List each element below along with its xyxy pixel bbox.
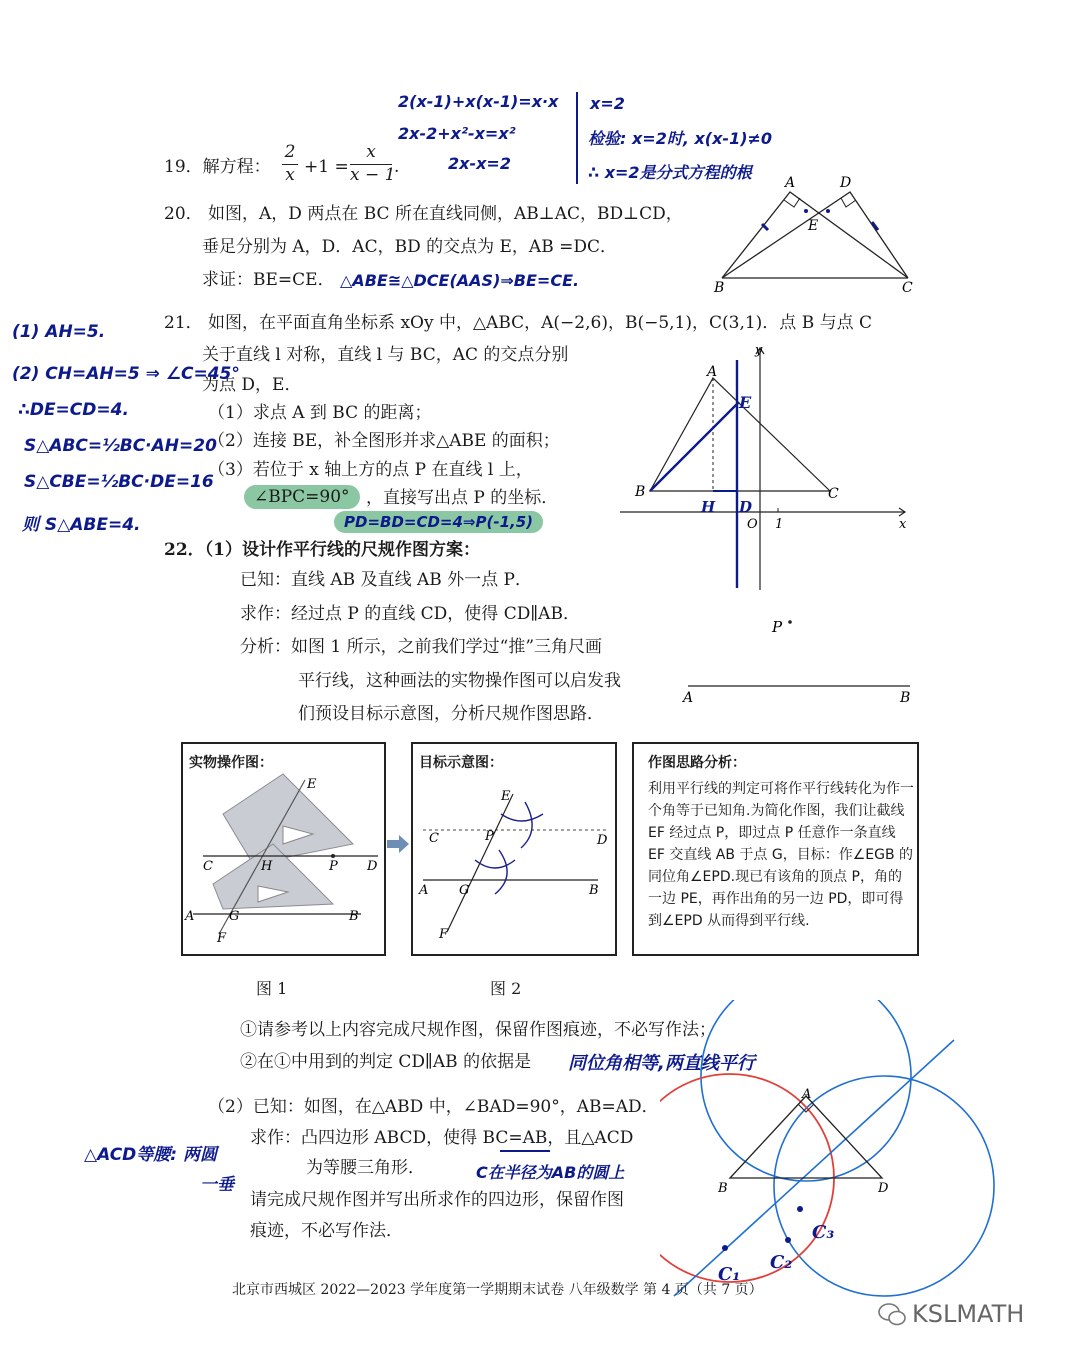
q21-part1: （1）求点 A 到 BC 的距离；: [208, 403, 432, 423]
fig1-label-h: H: [261, 859, 273, 874]
q22-part2-figure: [660, 1000, 1080, 1300]
q21-label-a: A: [707, 364, 718, 380]
q21-label-d: D: [739, 498, 753, 516]
fig2-label-p: P: [485, 829, 494, 844]
q20-line3: 求证：BE=CE．: [202, 270, 335, 290]
q20-line2: 垂足分别为 A，D．AC，BD 的交点为 E，AB =DC．: [202, 237, 617, 257]
q22-part2-line3: 为等腰三角形．: [306, 1158, 425, 1178]
q21-tick-1: 1: [775, 517, 784, 532]
q22-part2-line2: 求作：凸四边形 ABCD，使得 BC=AB，且△ACD: [250, 1128, 634, 1148]
fig2-panel: [411, 742, 617, 956]
q19-frac2-num: x: [366, 142, 376, 162]
analysis-title: 作图思路分析：: [648, 755, 746, 771]
fig1-caption: 图 1: [256, 979, 288, 998]
fig1-label-f: F: [217, 931, 227, 946]
q21-line3: 为点 D，E．: [202, 375, 302, 395]
q21-label-b: B: [635, 484, 646, 500]
q19-frac1-den: x: [282, 164, 298, 185]
q21-part3-tail: ，直接写出点 P 的坐标．: [366, 488, 559, 508]
hw-eq-line2: 2x-2+x²-x=x²: [398, 124, 516, 143]
q22-heading: 22．（1）设计作平行线的尺规作图方案：: [164, 540, 480, 560]
q22-hw-left: △ACD等腰: 两圆: [84, 1145, 218, 1165]
fig2-label-f: F: [439, 927, 449, 942]
fig-label-c1: C₁: [718, 1264, 741, 1285]
q19-frac2-den: x − 1: [350, 165, 396, 185]
q20-line1: 20． 如图，A，D 两点在 BC 所在直线同侧，AB⊥AC，BD⊥CD，: [164, 204, 683, 224]
q21-label-e: E: [739, 393, 752, 412]
q22-known: 已知：直线 AB 及直线 AB 外一点 P．: [240, 570, 532, 590]
fig2-label-c: C: [429, 831, 439, 846]
q20-label-d: D: [840, 175, 852, 191]
q20-label-a: A: [785, 175, 796, 191]
analysis-text: 利用平行线的判定可将作平行线转化为作一个角等于已知角.为简化作图，我们让截线 EF 经过点 P，即过点 P 任意作一条直线 EF 交直线 AB 于点 G，目标：作∠EGB 的同位角∠EPD.现已有该角的顶点 P，角的一边 PE，再作出角的另一边 PD，即可得到∠EPD 从而得到平行线.: [648, 781, 914, 929]
q22-hw-mid: C在半径为AB的圆上: [476, 1163, 625, 1182]
q19-frac1-num: 2: [284, 142, 296, 162]
q20-label-e: E: [808, 218, 819, 234]
fig2-caption: 图 2: [490, 979, 522, 998]
q22-sub2: ②在①中用到的判定 CD∥AB 的依据是: [240, 1052, 532, 1072]
q20-label-c: C: [902, 280, 913, 295]
fig1-label-g: G: [229, 909, 240, 924]
q21-line2: 关于直线 l 对称，直线 l 与 BC，AC 的交点分别: [202, 345, 569, 365]
fig1-label-e: E: [307, 777, 317, 792]
fig1-title: 实物操作图：: [189, 755, 273, 771]
arrow-icon: [387, 835, 409, 853]
analysis-panel: [632, 742, 919, 956]
fig1-label-a: A: [185, 909, 195, 924]
q21-part2: （2）连接 BE，补全图形并求△ABE 的面积；: [208, 431, 560, 451]
fig1-drawing: [183, 744, 384, 954]
page-footer: 北京市西城区 2022—2023 学年度第一学期期末试卷 八年级数学 第 4 页（共 7 页）: [232, 1282, 763, 1298]
hw-eq-line1: 2(x-1)+x(x-1)=x·x: [398, 92, 559, 111]
q22-point-p: P: [772, 618, 783, 636]
q21-hw-left-3: ∴DE=CD=4.: [18, 400, 129, 420]
q22-point-b: B: [900, 690, 911, 706]
q21-hw-left-2: (2) CH=AH=5 ⇒ ∠C=45°: [12, 364, 240, 384]
fig-label-d: D: [878, 1181, 889, 1196]
fig2-label-a: A: [419, 883, 429, 898]
hw-check: 检验: x=2时, x(x-1)≠0: [588, 129, 773, 148]
q21-hw-left-5: S△CBE=½BC·DE=16: [24, 472, 214, 492]
fig1-label-d: D: [367, 859, 378, 874]
q21-hw-answer: PD=BD=CD=4⇒P(-1,5): [334, 511, 543, 533]
fig2-label-e: E: [501, 789, 511, 804]
q21-angle-highlight: ∠BPC=90°: [244, 485, 360, 509]
watermark: [878, 1300, 1024, 1328]
fig-label-b: B: [718, 1181, 728, 1196]
fig2-label-b: B: [589, 883, 599, 898]
q22-hw-left-2: 一垂: [200, 1175, 234, 1195]
fig2-drawing: [413, 744, 615, 954]
fig1-label-b: B: [349, 909, 359, 924]
q21-hw-left-1: (1) AH=5.: [12, 322, 106, 342]
q21-hw-left-4: S△ABC=½BC·AH=20: [24, 436, 217, 456]
q22-sub2-hw-answer: 同位角相等,两直线平行: [568, 1053, 755, 1074]
q22-given-figure: [680, 610, 920, 710]
q22-analysis-3: 们预设目标示意图，分析尺规作图思路．: [298, 704, 604, 724]
fig-label-a: A: [802, 1087, 812, 1102]
q21-figure: [615, 340, 915, 600]
hw-eq-line3: 2x-x=2: [448, 154, 511, 173]
q21-label-h: H: [701, 498, 716, 516]
q19-period: .: [394, 157, 400, 177]
q22-underline: [500, 1150, 550, 1152]
q19-label: 19．解方程：: [164, 157, 271, 177]
q22-part2-line5: 痕迹，不必写作法．: [250, 1221, 403, 1241]
hw-conclusion: ∴ x=2是分式方程的根: [588, 163, 752, 182]
fig-label-c3: C₃: [812, 1222, 835, 1243]
q22-task: 求作：经过点 P 的直线 CD，使得 CD∥AB．: [240, 604, 580, 624]
q22-part2-line1: （2）已知：如图，在△ABD 中，∠BAD=90°，AB=AD．: [208, 1097, 659, 1117]
q22-analysis-2: 平行线，这种画法的实物操作图可以启发我: [298, 671, 621, 691]
wechat-icon: [878, 1301, 906, 1327]
q19-plus-one: +1 =: [304, 157, 349, 177]
hw-solution: x=2: [590, 94, 625, 113]
q21-hw-left-6: 则 S△ABE=4.: [22, 515, 141, 535]
q21-label-o: O: [747, 517, 758, 532]
watermark-text: KSLMATH: [912, 1300, 1025, 1328]
q22-point-a: A: [683, 690, 694, 706]
fig1-label-c: C: [203, 859, 213, 874]
q19-fraction2: [350, 142, 396, 185]
q21-line1: 21． 如图，在平面直角坐标系 xOy 中，△ABC，A(−2,6)，B(−5,1)，C(3,1)．点 B 与点 C: [164, 313, 873, 333]
fig1-panel: [181, 742, 386, 956]
fig2-title: 目标示意图：: [419, 755, 503, 771]
q21-label-x: x: [899, 517, 907, 532]
fig1-label-p: P: [329, 859, 338, 874]
q21-part3: （3）若位于 x 轴上方的点 P 在直线 l 上，: [208, 460, 533, 480]
q21-label-y: y: [755, 343, 763, 358]
fig2-label-g: G: [459, 883, 470, 898]
q19-fraction1: [282, 142, 298, 185]
q20-figure: [700, 170, 930, 295]
q22-analysis-1: 分析：如图 1 所示，之前我们学过“推”三角尺画: [240, 637, 603, 657]
fig-label-c2: C₂: [770, 1252, 793, 1273]
q22-sub1: ①请参考以上内容完成尺规作图，保留作图痕迹，不必写作法；: [240, 1020, 716, 1040]
q20-hw-proof: △ABE≅△DCE(AAS)⇒BE=CE.: [340, 271, 580, 290]
q22-part2-line4: 请完成尺规作图并写出所求作的四边形，保留作图: [250, 1190, 624, 1210]
q20-label-b: B: [714, 280, 725, 295]
hw-divider: [576, 92, 578, 184]
fig2-label-d: D: [597, 833, 608, 848]
q21-label-c: C: [828, 486, 839, 502]
